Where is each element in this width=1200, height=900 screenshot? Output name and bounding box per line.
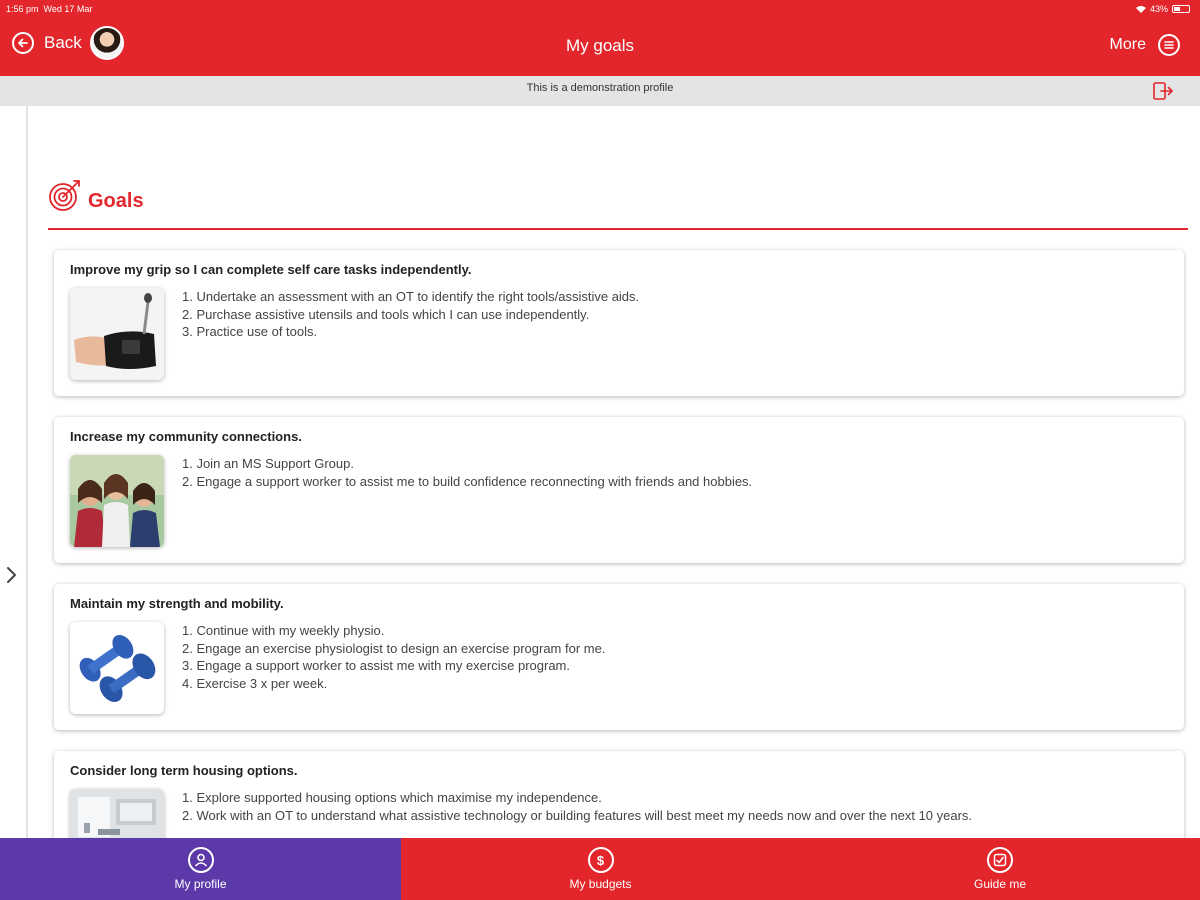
goal-image-friends xyxy=(70,455,164,547)
goals-title: Goals xyxy=(88,190,144,212)
top-app-bar xyxy=(0,0,1200,76)
goal-title: Consider long term housing options. xyxy=(70,763,298,778)
nav-label: My budgets xyxy=(569,877,632,891)
goal-image-hand-grip xyxy=(70,288,164,380)
goal-steps xyxy=(182,455,752,490)
status-date: Wed 17 Mar xyxy=(43,4,93,14)
goal-step: 3. Practice use of tools. xyxy=(182,324,318,339)
goal-card[interactable] xyxy=(54,751,1184,851)
person-icon xyxy=(188,847,214,873)
goal-steps xyxy=(182,789,972,824)
goal-card[interactable] xyxy=(54,250,1184,396)
more-label: More xyxy=(1109,36,1146,53)
wifi-icon xyxy=(1136,5,1146,13)
target-icon xyxy=(48,178,82,212)
nav-my-budgets[interactable] xyxy=(401,838,800,900)
nav-label: Guide me xyxy=(973,877,1027,891)
goals-section-header xyxy=(48,178,1188,230)
goal-title: Increase my community connections. xyxy=(70,429,302,444)
goal-step: 2. Purchase assistive utensils and tools which I can use independently. xyxy=(182,306,590,322)
nav-label: My profile xyxy=(174,877,227,891)
goal-step: 1. Join an MS Support Group. xyxy=(182,456,354,471)
bottom-navigation xyxy=(0,838,1200,900)
guide-check-icon xyxy=(987,847,1013,873)
demo-profile-banner xyxy=(0,76,1200,106)
page-title: My goals xyxy=(565,36,635,55)
dollar-icon: $ xyxy=(588,847,614,873)
back-label: Back xyxy=(44,33,82,52)
goal-steps xyxy=(182,288,639,341)
goal-title: Maintain my strength and mobility. xyxy=(70,596,284,611)
goal-card[interactable] xyxy=(54,584,1184,730)
side-panel-rail xyxy=(0,106,28,838)
goal-step: 2. Engage a support worker to assist me to build confidence reconnecting with friends and hobbies. xyxy=(182,473,753,489)
goal-step: 4. Exercise 3 x per week. xyxy=(182,675,328,691)
nav-my-profile[interactable] xyxy=(0,838,401,900)
status-time-date xyxy=(6,4,92,14)
status-time: 1:56 pm xyxy=(6,4,39,14)
goal-card[interactable] xyxy=(54,417,1184,563)
goal-step: 3. Engage a support worker to assist me with my exercise program. xyxy=(182,658,570,673)
battery-icon xyxy=(1172,5,1190,13)
goal-step: 2. Engage an exercise physiologist to design an exercise program for me. xyxy=(182,640,606,656)
menu-icon xyxy=(1158,34,1180,56)
goal-step: 1. Undertake an assessment with an OT to identify the right tools/assistive aids. xyxy=(182,289,640,304)
goal-step: 1. Continue with my weekly physio. xyxy=(182,623,385,638)
status-bar xyxy=(0,2,1200,16)
status-indicators xyxy=(1136,4,1190,14)
goal-steps xyxy=(182,622,605,692)
demo-profile-text: This is a demonstration profile xyxy=(526,82,674,94)
exit-demo-icon[interactable] xyxy=(1152,81,1174,101)
goal-image-dumbbells xyxy=(70,622,164,714)
goal-step: 1. Explore supported housing options which maximise my independence. xyxy=(182,790,602,805)
nav-guide-me[interactable] xyxy=(800,838,1200,900)
goal-title: Improve my grip so I can complete self care tasks independently. xyxy=(70,262,472,277)
goals-list xyxy=(54,250,1184,851)
battery-percent: 43% xyxy=(1149,4,1168,14)
goal-step: 2. Work with an OT to understand what assistive technology or building features will best meet my needs now and over the next 10 years. xyxy=(182,807,973,823)
more-button[interactable] xyxy=(1110,34,1180,56)
chevron-right-icon[interactable] xyxy=(3,564,19,586)
